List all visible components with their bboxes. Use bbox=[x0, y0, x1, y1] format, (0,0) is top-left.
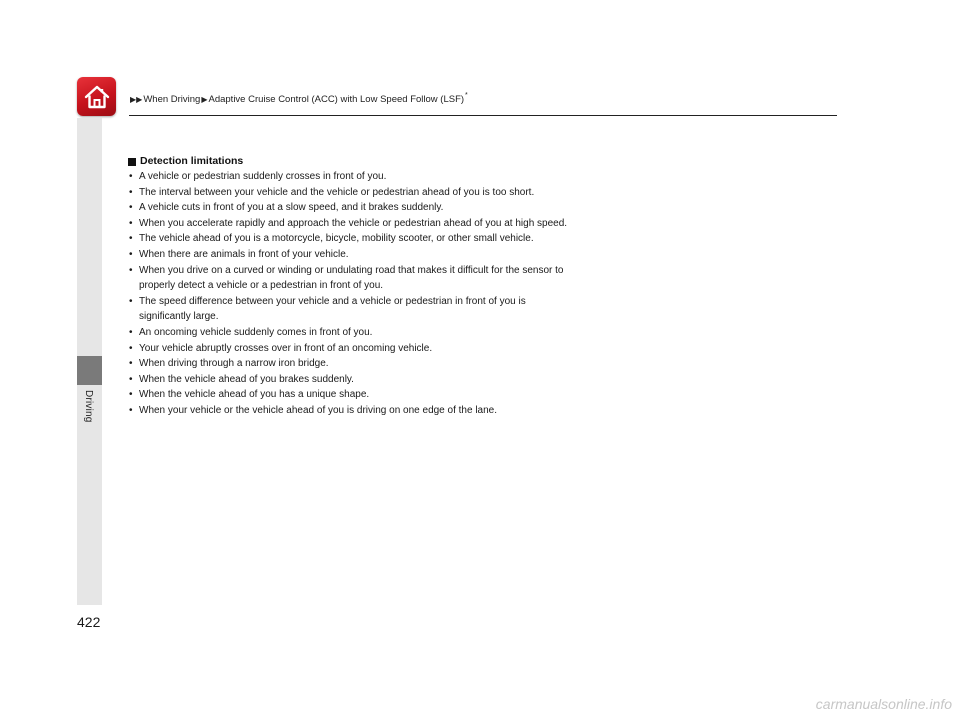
limitations-list bbox=[128, 169, 568, 419]
breadcrumb-arrow-icon: ▶ bbox=[201, 95, 208, 104]
list-item: • Your vehicle abruptly crosses over in front of an oncoming vehicle. bbox=[128, 341, 568, 357]
main-content bbox=[128, 154, 568, 419]
home-button[interactable] bbox=[77, 77, 116, 116]
list-item: • An oncoming vehicle suddenly comes in front of you. bbox=[128, 325, 568, 341]
list-item: • When driving through a narrow iron bridge. bbox=[128, 356, 568, 372]
list-item: • When there are animals in front of your vehicle. bbox=[128, 247, 568, 263]
list-item: • When your vehicle or the vehicle ahead of you is driving on one edge of the lane. bbox=[128, 403, 568, 419]
section-tab-marker[interactable] bbox=[77, 356, 102, 385]
section-tab-label[interactable]: Driving bbox=[83, 390, 94, 423]
section-heading-text: Detection limitations bbox=[140, 155, 244, 167]
list-item: • A vehicle cuts in front of you at a slow speed, and it brakes suddenly. bbox=[128, 200, 568, 216]
page-number: 422 bbox=[77, 614, 101, 630]
list-item: • The speed difference between your vehicle and a vehicle or pedestrian in front of you is significantly large. bbox=[128, 294, 568, 325]
breadcrumb-item-when-driving[interactable]: When Driving bbox=[143, 94, 201, 105]
section-heading bbox=[128, 154, 568, 169]
asterisk-mark: * bbox=[465, 92, 468, 99]
breadcrumb-arrow-icon: ▶▶ bbox=[130, 95, 143, 104]
breadcrumb-item-acc[interactable]: Adaptive Cruise Control (ACC) with Low Speed Follow (LSF) bbox=[208, 94, 465, 105]
home-icon bbox=[82, 82, 112, 112]
header-divider bbox=[129, 115, 837, 116]
breadcrumb bbox=[129, 94, 468, 105]
list-item: • When you accelerate rapidly and approach the vehicle or pedestrian ahead of you at high speed. bbox=[128, 216, 568, 232]
list-item: • A vehicle or pedestrian suddenly crosses in front of you. bbox=[128, 169, 568, 185]
list-item: • When you drive on a curved or winding or undulating road that makes it difficult for the sensor to properly detect a vehicle or a pedestrian in front of you. bbox=[128, 263, 568, 294]
list-item: • The vehicle ahead of you is a motorcycle, bicycle, mobility scooter, or other small vehicle. bbox=[128, 231, 568, 247]
square-bullet-icon bbox=[128, 158, 136, 166]
side-tab-background bbox=[77, 118, 102, 356]
list-item: • When the vehicle ahead of you has a unique shape. bbox=[128, 387, 568, 403]
watermark: carmanualsonline.info bbox=[815, 696, 952, 712]
list-item: • The interval between your vehicle and the vehicle or pedestrian ahead of you is too short. bbox=[128, 185, 568, 201]
list-item: • When the vehicle ahead of you brakes suddenly. bbox=[128, 372, 568, 388]
